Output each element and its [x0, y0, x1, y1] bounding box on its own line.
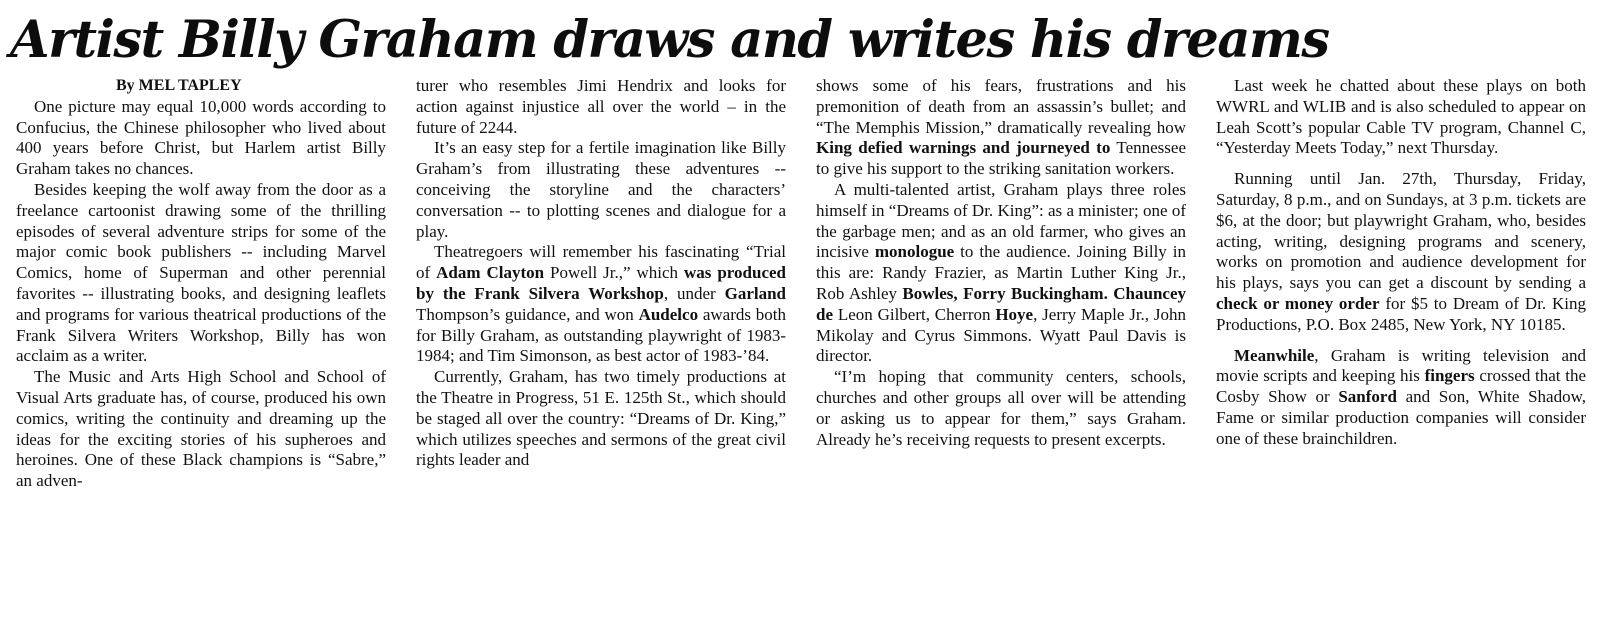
text-run: One picture may equal 10,000 words according to Confucius, the Chinese philosopher who lived about 400 years before Christ, but Harlem artist Billy Graham takes no chances. [16, 96, 386, 179]
article-paragraph [16, 180, 386, 367]
text-run: , Graham is writing television and movie scripts and keeping his [1216, 345, 1586, 386]
text-run: A multi-talented artist, Graham plays three roles himself in “Dreams of Dr. King”: as a minister; one of the garbage men; and as an old farmer, who gives an incisive [816, 179, 1186, 262]
article-paragraph [1216, 346, 1586, 450]
bold-text: Bowles, Forry Buckingham. Chauncey de [816, 283, 1186, 324]
bold-text: Adam Clayton [436, 263, 545, 283]
article-paragraph [1216, 169, 1586, 335]
text-run: Thompson’s guidance, and won [416, 304, 639, 324]
article-paragraph [816, 367, 1186, 450]
bold-text: Sanford [1338, 387, 1397, 407]
text-run: turer who resembles Jimi Hendrix and looks for action against injustice all over the world – in the future of 2244. [416, 76, 786, 137]
text-run: Leon Gilbert, Cherron [833, 304, 996, 324]
bold-text: fingers [1424, 366, 1475, 386]
bold-text: monologue [874, 242, 955, 262]
article-paragraph [416, 76, 786, 138]
article-paragraph [416, 242, 786, 367]
article-paragraph [816, 180, 1186, 367]
text-run: Besides keeping the wolf away from the door as a freelance cartoonist drawing some of the thrilling episodes of several adventure strips for some of the major comic book publishers -- including Marvel Comics, home of Superman and other perennial favorites -- illustrating books, and designing leaflets and programs for various theatrical productions of the Frank Silvera Writers Workshop, Billy has won acclaim as a writer. [16, 179, 386, 366]
article-body [16, 76, 1586, 616]
bold-text: Hoye [995, 304, 1034, 324]
byline: By MEL TAPLEY [116, 77, 242, 94]
text-run: , under [663, 283, 725, 303]
article-column-2 [416, 76, 786, 616]
article-paragraph [816, 76, 1186, 180]
article-headline: Artist Billy Graham draws and writes his dreams [10, 10, 1329, 70]
article-column-1 [16, 76, 386, 616]
article-column-3 [816, 76, 1186, 616]
text-run: The Music and Arts High School and School of Visual Arts graduate has, of course, produced his own comics, writing the continuity and dreaming up the ideas for the exciting stories of his supheroes and heroines. One of these Black champions is “Sabre,” an adven- [16, 367, 386, 491]
bold-text: was produced by the Frank Silvera Workshop [416, 263, 786, 303]
text-run: for $5 to Dream of Dr. King Productions, P.O. Box 2485, New York, NY 10185. [1216, 293, 1586, 334]
text-run: Running until Jan. 27th, Thursday, Friday, Saturday, 8 p.m., and on Sundays, at 3 p.m. tickets are $6, at the door; but playwright Graham, who, besides acting, writing, designing programs and scenery, works on promotion and audience development for his plays, says you can get a discount by sending a [1216, 169, 1586, 293]
text-run: It’s an easy step for a fertile imagination like Billy Graham’s from illustrating these adventures -- conceiving the storyline and the characters’ conversation -- to plotting scenes and dialogue for a play. [416, 138, 786, 241]
bold-text: Meanwhile [1234, 345, 1315, 365]
text-run: Currently, Graham, has two timely productions at the Theatre in Progress, 51 E. 125th St., which should be staged all over the country: “Dreams of Dr. King,” which utilizes speeches and sermons of the great civil rights leader and [416, 367, 786, 470]
bold-text: King defied warnings and journeyed to [816, 138, 1111, 158]
text-run: Theatregoers will remember his fascinating “Trial of [416, 242, 786, 283]
bold-text: check or money order [1216, 293, 1380, 313]
text-run: Last week he chatted about these plays on both WWRL and WLIB and is also scheduled to appear on Leah Scott’s popular Cable TV program, Channel C, “Yesterday Meets Today,” next Thursday. [1216, 76, 1586, 158]
text-run: Tennessee to give his support to the striking sanitation workers. [816, 138, 1186, 179]
bold-text: Garland [724, 283, 786, 303]
article-paragraph [16, 367, 386, 492]
article-paragraph [1216, 76, 1586, 159]
article-paragraph [416, 138, 786, 242]
article-paragraph [416, 367, 786, 471]
text-run: awards both for Billy Graham, as outstanding playwright of 1983- 1984; and Tim Simonson, as best actor of 1983-’84. [416, 304, 786, 366]
text-run: Powell Jr.,” which [544, 263, 684, 283]
text-run: to the audience. Joining Billy in this are: Randy Frazier, as Martin Luther King Jr., Rob Ashley [816, 242, 1186, 303]
text-run: and Son, White Shadow, Fame or similar production companies will consider one of these brainchildren. [1216, 387, 1586, 448]
text-run: crossed that the Cosby Show or [1216, 366, 1586, 407]
text-run: “I’m hoping that community centers, schools, churches and other groups all over will be attending or asking us to appear for them,” says Graham. Already he’s receiving requests to present excerpts. [816, 367, 1186, 449]
article-column-4 [1216, 76, 1586, 616]
bold-text: Audelco [638, 304, 699, 324]
text-run: shows some of his fears, frustrations and his premonition of death from an assassin’s bullet; and “The Memphis Mission,” dramatically revealing how [816, 76, 1186, 137]
article-paragraph [16, 97, 386, 180]
text-run: , Jerry Maple Jr., John Mikolay and Cyrus Simmons. Wyatt Paul Davis is director. [816, 304, 1186, 366]
